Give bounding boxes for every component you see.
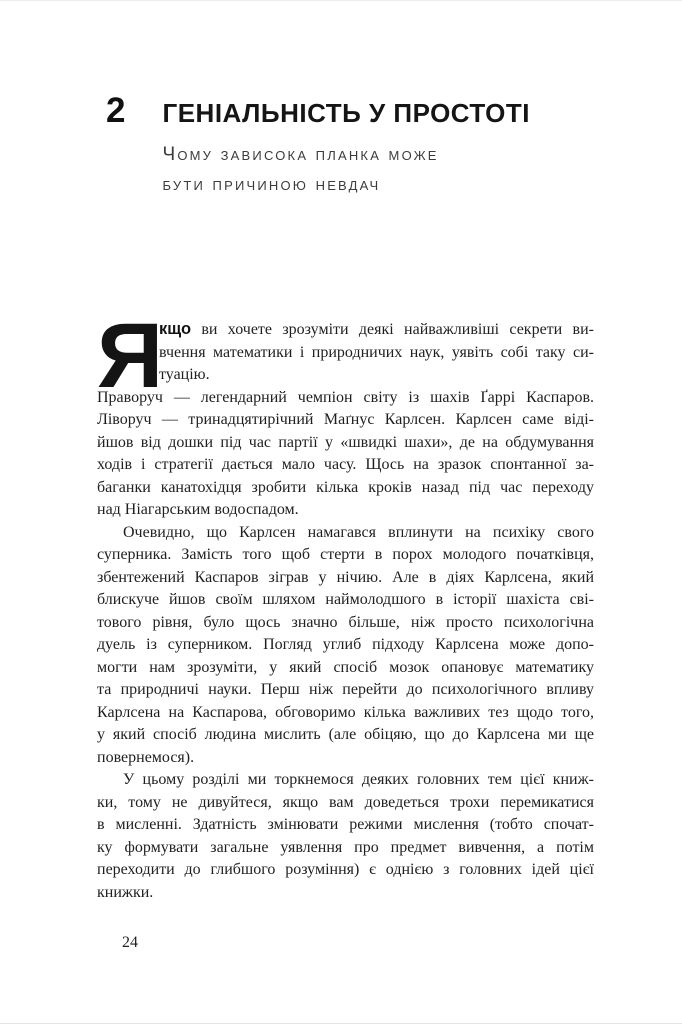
text-line-rest: ви хочете зрозуміти деякі найважливіші секрети ви- <box>191 321 594 338</box>
text-line: у який спосіб людина мислить (але обіцяю, що до Карлсена ми ще <box>97 726 594 743</box>
text-line: йшов від дошки під час партії у «швидкі шахи», де на обдумування <box>97 433 594 451</box>
chapter-subtitle-line-2: бути причиною невдач <box>162 173 381 195</box>
text-line: ходів і стратегії дається мало часу. Щось на зразок спонтанної за- <box>97 456 594 473</box>
text-line: Карлсена на Каспарова, обговоримо кілька важливих тез щодо того, <box>97 703 594 721</box>
text-line: тового рівня, було щось значно більше, ніж просто психологічна <box>97 613 594 631</box>
text-line: Очевидно, що Карлсен намагався вплинути на психіку свого <box>123 523 594 541</box>
chapter-number: 2 <box>106 91 126 130</box>
text-line: Ліворуч — тринадцятирічний Маґнус Карлсен. Карлсен саме віді- <box>97 411 594 428</box>
text-line: Праворуч — легендарний чемпіон світу із шахів Ґаррі Каспаров. <box>97 388 594 406</box>
text-line: могти нам зрозуміти, у який спосіб мозок опановує математику <box>97 658 594 676</box>
text-line: суперника. Замість того щоб стерти в порох молодого початківця, <box>97 546 594 563</box>
chapter-heading <box>162 99 530 200</box>
text-line: вчення математики і природничих наук, уявіть собі таку си- <box>159 343 594 361</box>
text-line: переходити до глибшого розуміння) є однією з головних ідей цієї <box>97 861 594 878</box>
paragraph-chapter-overview <box>97 769 594 904</box>
text-line: книжки. <box>97 883 154 901</box>
chapter-header <box>106 93 530 200</box>
chapter-subtitle-line-1: Чому зависока планка може <box>162 143 439 165</box>
chapter-title: ГЕНІАЛЬНІСТЬ У ПРОСТОТІ <box>162 98 530 128</box>
text-line: блискуче йшов своїм шляхом наймолодшого в історії шахіста сві- <box>97 591 594 608</box>
text-line: над Ніагарським водоспадом. <box>97 501 299 518</box>
chapter-subtitle <box>162 140 530 200</box>
text-line: повернемося). <box>97 748 195 766</box>
drop-cap: Я <box>97 305 164 407</box>
page-number: 24 <box>122 934 138 951</box>
text-line: дуель із суперником. Погляд углиб підходу Карлсена може допо- <box>97 636 594 653</box>
text-line: ку формувати загальне уявлення про предмет вивчення, а потім <box>97 838 594 856</box>
text-line: ки, тому не дивуйтеся, якщо вам доведеться трохи перемикатися <box>97 793 594 811</box>
text-line: туацію. <box>159 366 210 383</box>
text-line <box>97 318 594 342</box>
text-line: та природничі науки. Перш ніж перейти до психологічного впливу <box>97 681 594 698</box>
paragraph-chess-scene <box>97 387 594 522</box>
text-line: баганки канатохідця зробити кілька кроків назад під час переходу <box>97 478 594 496</box>
body-text <box>97 305 594 904</box>
text-line: збентежений Каспаров зіграв у нічию. Але в діях Карлсена, який <box>97 568 594 586</box>
text-line: в мисленні. Здатність змінювати режими мислення (тобто спочат- <box>97 816 594 833</box>
text-line: У цьому розділі ми торкнемося деяких головних тем цієї книж- <box>123 771 594 788</box>
lead-word: кщо <box>159 320 192 338</box>
paragraph-karlsen-analysis <box>97 522 594 770</box>
